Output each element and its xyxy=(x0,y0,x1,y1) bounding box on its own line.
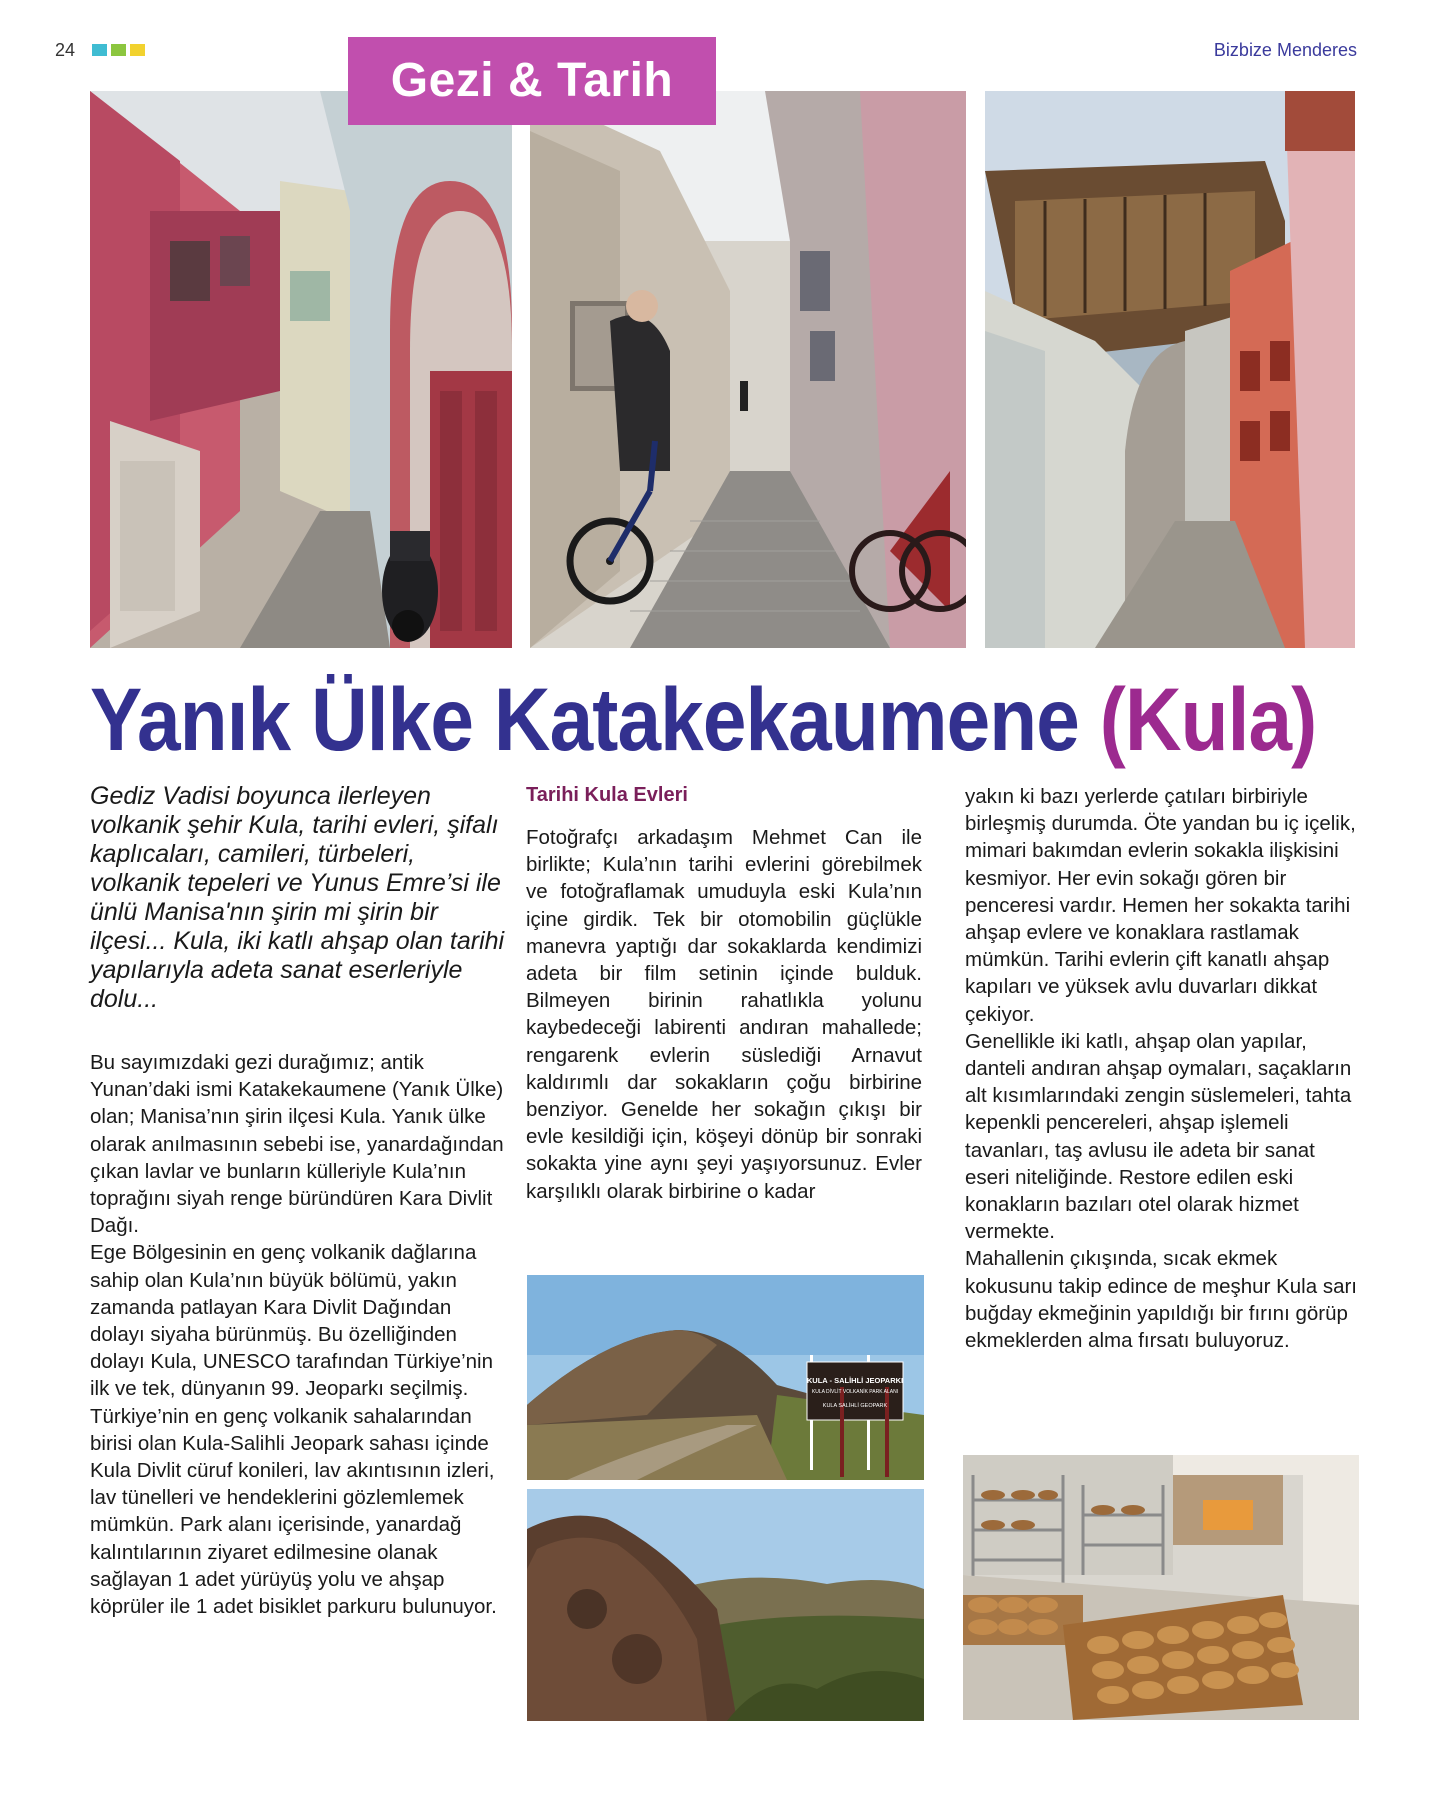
photo-volcanic-rocks xyxy=(527,1489,924,1721)
photo-bakery xyxy=(963,1455,1359,1720)
color-square xyxy=(130,44,145,56)
sign-text-2: KULA DİVLİT VOLKANİK PARK ALANI xyxy=(811,1389,899,1395)
color-square xyxy=(111,44,126,56)
magazine-name: Bizbize Menderes xyxy=(1213,40,1357,60)
col1-paragraph: Ege Bölgesinin en genç volkanik dağlarına sahip olan Kula’nın büyük bölümü, yakın zamanda patlayan Kara Divlit Dağından dolayı siyaha bürünmüş. Bu özelliğinden dolayı Kula, UNESCO tarafından Türkiye’nin ilk ve tek, dünyanın 99. Jeoparkı seçilmiş. Türkiye’nin en genç volkanik sahalarından birisi olan Kula-Salihli Jeopark sahası içinde Kula Divlit cüruf konileri, lav akıntısının izleri, lav tünelleri ve hendeklerini gözlemlemek mümkün. Park alanı içerisinde, yanardağ kalıntılarının ziyaret edilmesine olanak sağlayan 1 adet yürüyüş yolu ve ahşap köprüler ile 1 adet bisiklet parkuru bulunuyor. xyxy=(90,1241,497,1619)
color-square xyxy=(92,44,107,56)
col3-paragraph: yakın ki bazı yerlerde çatıları birbiriyle birleşmiş durumda. Öte yandan bu iç içelik, mimari bakımdan evlerin sokakla ilişkisini kesmiyor. Her evin sokağı gören bir penceresi vardır. Hemen her sokakta tarihi ahşap evlere ve konaklara rastlamak mümkün. Tarihi evlerin çift kanatlı ahşap kapıları ve yüksek avlu duvarları dikkat çekiyor. xyxy=(965,785,1356,1026)
subheading: Tarihi Kula Evleri xyxy=(526,784,688,806)
sign-text-3: KULA SALİHLİ GEOPARK xyxy=(822,1403,888,1409)
photo-geopark-hill xyxy=(527,1275,924,1480)
lead-paragraph: Gediz Vadisi boyunca ilerleyen volkanik şehir Kula, tarihi evleri, şifalı kaplıcaları, camileri, türbeleri, volkanik tepeleri ve Yunus Emre’si ile ünlü Manisa'nın şirin mi şirin bir ilçesi... Kula, iki katlı ahşap olan tarihi yapılarıyla adeta sanat eserleriyle dolu... xyxy=(90,782,505,1013)
article-title xyxy=(90,668,1317,771)
col3-paragraph: Mahallenin çıkışında, sıcak ekmek kokusunu takip edince de meşhur Kula sarı buğday ekmeğinin yapıldığı bir fırını görüp ekmeklerden alma fırsatı buluyoruz. xyxy=(965,1247,1358,1353)
column-2 xyxy=(526,824,922,1205)
photo-pink-street xyxy=(90,91,512,648)
col3-paragraph: Genellikle iki katlı, ahşap olan yapılar, danteli andıran ahşap oymaları, saçakların alt kısımlarındaki zengin süslemeleri, tahta kepenkli pencereleri, ahşap işlemeli tavanları, taş avlusu ile adeta bir sanat eseri niteliğinde. Restore edilen eski konakların bazıları otel olarak hizmet vermekte. xyxy=(965,1029,1352,1244)
title-main: Yanık Ülke Katakekaumene xyxy=(90,669,1079,769)
section-tag: Gezi & Tarih xyxy=(348,37,716,125)
column-1 xyxy=(90,1049,510,1620)
photo-cyclist-alley xyxy=(530,91,966,648)
column-3 xyxy=(965,783,1360,1354)
sign-text-1: KULA - SALİHLİ JEOPARKI xyxy=(806,1376,904,1385)
color-squares xyxy=(92,44,145,56)
title-accent: (Kula) xyxy=(1099,669,1317,769)
photo-wooden-house xyxy=(985,91,1355,648)
page-number: 24 xyxy=(55,40,76,60)
col2-paragraph: Fotoğrafçı arkadaşım Mehmet Can ile birlikte; Kula’nın tarihi evlerini görebilmek ve fotoğraflamak umuduyla eski Kula’nın içine girdik. Tek bir otomobilin güçlükle manevra yaptığı dar sokaklarda kendimizi adeta bir film setinin içinde bulduk. Bilmeyen birinin rahatlıkla yolunu kaybedeceği labirenti andıran mahallede; rengarenk evlerin süslediği Arnavut kaldırımlı dar sokakların çoğu birbirine benziyor. Genelde her sokağın çıkışı bir evle kesildiği için, köşeyi dönüp bir sonraki sokakta yine aynı şeyi yaşıyorsunuz. Evler karşılıklı olarak birbirine o kadar xyxy=(526,826,922,1203)
col1-paragraph: Bu sayımızdaki gezi durağımız; antik Yunan’daki ismi Katakekaumene (Yanık Ülke) olan; Manisa’nın şirin ilçesi Kula. Yanık ülke olarak anılmasının sebebi ise, yanardağından çıkan lavlar ve bunların külleriyle Kula’nın toprağını siyah renge büründüren Kara Divlit Dağı. xyxy=(90,1051,504,1238)
